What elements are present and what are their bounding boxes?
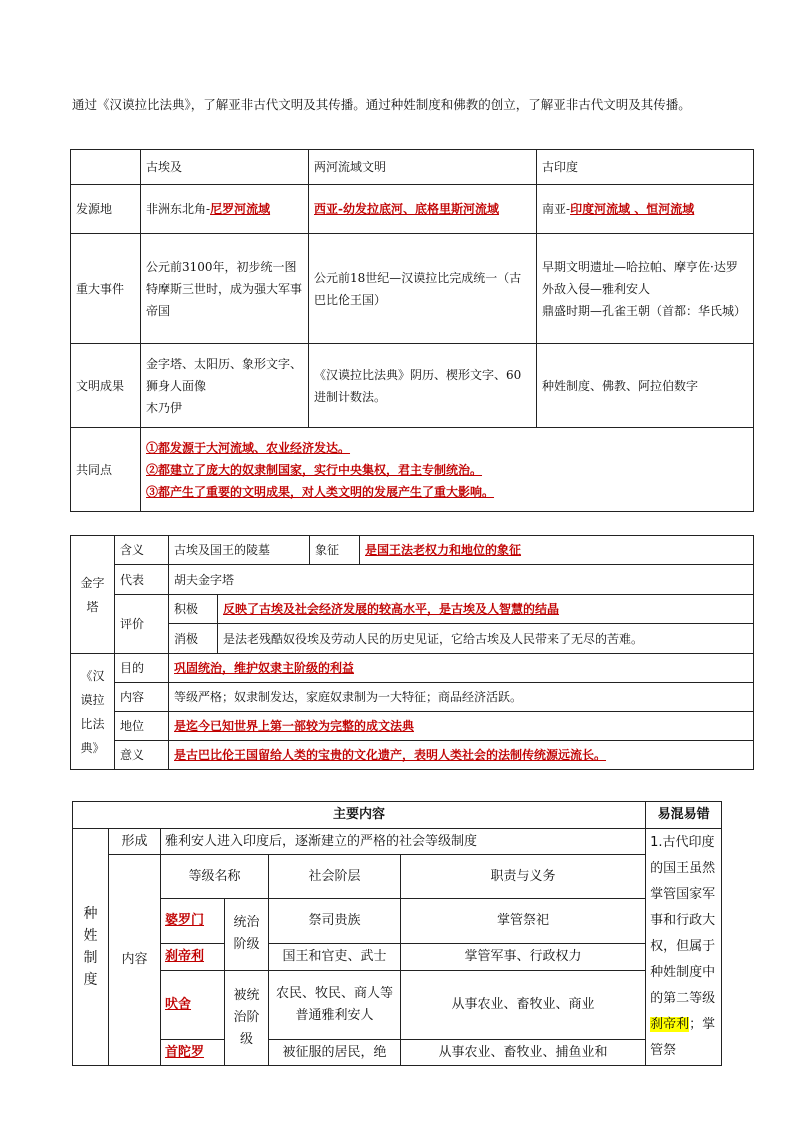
caste-name: 婆罗门 xyxy=(161,899,225,943)
caste-name: 刹帝利 xyxy=(161,943,225,970)
formation-value: 雅利安人进入印度后，逐渐建立的严格的社会等级制度 xyxy=(161,829,646,855)
india-events: 早期文明遗址—哈拉帕、摩亨佐·达罗外敌入侵—雅利安人 鼎盛时期—孔雀王朝（首都：华氏城） xyxy=(537,234,754,344)
intro-text: 通过《汉谟拉比法典》，了解亚非古代文明及其传播。通过种姓制度和佛教的创立，了解亚非古代文明及其传播。 xyxy=(72,97,691,112)
civilization-table xyxy=(70,149,754,512)
caste-class: 农民、牧民、商人等普通雅利安人 xyxy=(269,970,401,1039)
positive-value: 反映了古埃及社会经济发展的较高水平，是古埃及人智慧的结晶 xyxy=(218,595,754,624)
caste-class: 祭司贵族 xyxy=(269,899,401,943)
rep-value: 胡夫金字塔 xyxy=(169,565,754,595)
symbol-value: 是国王法老权力和地位的象征 xyxy=(360,536,754,565)
ruled-class-label: 被统治阶级 xyxy=(225,970,269,1065)
eval-label: 评价 xyxy=(115,595,169,654)
meaning-label: 含义 xyxy=(115,536,169,565)
negative-label: 消极 xyxy=(169,624,218,654)
row-label-events: 重大事件 xyxy=(71,234,141,344)
caste-system-label: 种姓制度 xyxy=(73,829,109,1066)
purpose-label: 目的 xyxy=(115,654,169,683)
caste-duty: 从事农业、畜牧业、商业 xyxy=(401,970,646,1039)
header-empty xyxy=(71,150,141,185)
header-india: 古印度 xyxy=(537,150,754,185)
pyramid-label: 金字塔 xyxy=(71,536,115,654)
col-social-class: 社会阶层 xyxy=(269,855,401,899)
col-caste-name: 等级名称 xyxy=(161,855,269,899)
header-egypt: 古埃及 xyxy=(141,150,309,185)
mesopotamia-events: 公元前18世纪—汉谟拉比完成统一（古巴比伦王国） xyxy=(309,234,537,344)
egypt-achievements: 金字塔、太阳历、象形文字、狮身人面像 木乃伊 xyxy=(141,344,309,428)
significance-label: 意义 xyxy=(115,741,169,770)
caste-duty: 掌管军事、行政权力 xyxy=(401,943,646,970)
status-label: 地位 xyxy=(115,712,169,741)
caste-class: 国王和官吏、武士 xyxy=(269,943,401,970)
row-label-common: 共同点 xyxy=(71,428,141,512)
rep-label: 代表 xyxy=(115,565,169,595)
negative-value: 是法老残酷奴役埃及劳动人民的历史见证，它给古埃及人民带来了无尽的苦难。 xyxy=(218,624,754,654)
row-label-origin: 发源地 xyxy=(71,185,141,234)
code-label: 《汉谟拉比法典》 xyxy=(71,654,115,770)
status-value: 是迄今已知世界上第一部较为完整的成文法典 xyxy=(169,712,754,741)
pyramid-code-table xyxy=(70,535,754,770)
egypt-events: 公元前3100年，初步统一图特摩斯三世时，成为强大军事帝国 xyxy=(141,234,309,344)
easy-mistake-note: 1.古代印度的国王虽然掌管国家军事和行政大权，但属于种姓制度中的第二等级刹帝利；掌管祭 xyxy=(646,829,722,1066)
india-achievements: 种姓制度、佛教、阿拉伯数字 xyxy=(537,344,754,428)
egypt-origin: 非洲东北角-尼罗河流域 xyxy=(141,185,309,234)
caste-name: 首陀罗 xyxy=(161,1040,225,1066)
caste-name: 吠舍 xyxy=(161,970,225,1039)
caste-table xyxy=(72,801,722,1066)
meaning-value: 古埃及国王的陵墓 xyxy=(169,536,310,565)
row-label-achievements: 文明成果 xyxy=(71,344,141,428)
positive-label: 积极 xyxy=(169,595,218,624)
india-origin: 南亚-印度河流域 、恒河流域 xyxy=(537,185,754,234)
common-points: ①都发源于大河流域、农业经济发达。 ②都建立了庞大的奴隶制国家，实行中央集权，君主专制统治。 ③都产生了重要的文明成果，对人类文明的发展产生了重大影响。 xyxy=(141,428,754,512)
mesopotamia-origin: 西亚-幼发拉底河、底格里斯河流域 xyxy=(309,185,537,234)
purpose-value: 巩固统治，维护奴隶主阶级的利益 xyxy=(169,654,754,683)
content-label: 内容 xyxy=(115,683,169,712)
significance-value: 是古巴比伦王国留给人类的宝贵的文化遗产，表明人类社会的法制传统源远流长。 xyxy=(169,741,754,770)
ruling-class-label: 统治阶级 xyxy=(225,899,269,970)
main-content-header: 主要内容 xyxy=(73,802,646,829)
formation-label: 形成 xyxy=(109,829,161,855)
col-duty: 职责与义务 xyxy=(401,855,646,899)
caste-duty: 从事农业、畜牧业、捕鱼业和 xyxy=(401,1040,646,1066)
content-label: 内容 xyxy=(109,855,161,1066)
caste-duty: 掌管祭祀 xyxy=(401,899,646,943)
easy-mistake-header: 易混易错 xyxy=(646,802,722,829)
header-mesopotamia: 两河流域文明 xyxy=(309,150,537,185)
caste-class: 被征服的居民，绝 xyxy=(269,1040,401,1066)
content-value: 等级严格；奴隶制发达，家庭奴隶制为一大特征；商品经济活跃。 xyxy=(169,683,754,712)
mesopotamia-achievements: 《汉谟拉比法典》阴历、楔形文字、60进制计数法。 xyxy=(309,344,537,428)
symbol-label: 象征 xyxy=(310,536,360,565)
